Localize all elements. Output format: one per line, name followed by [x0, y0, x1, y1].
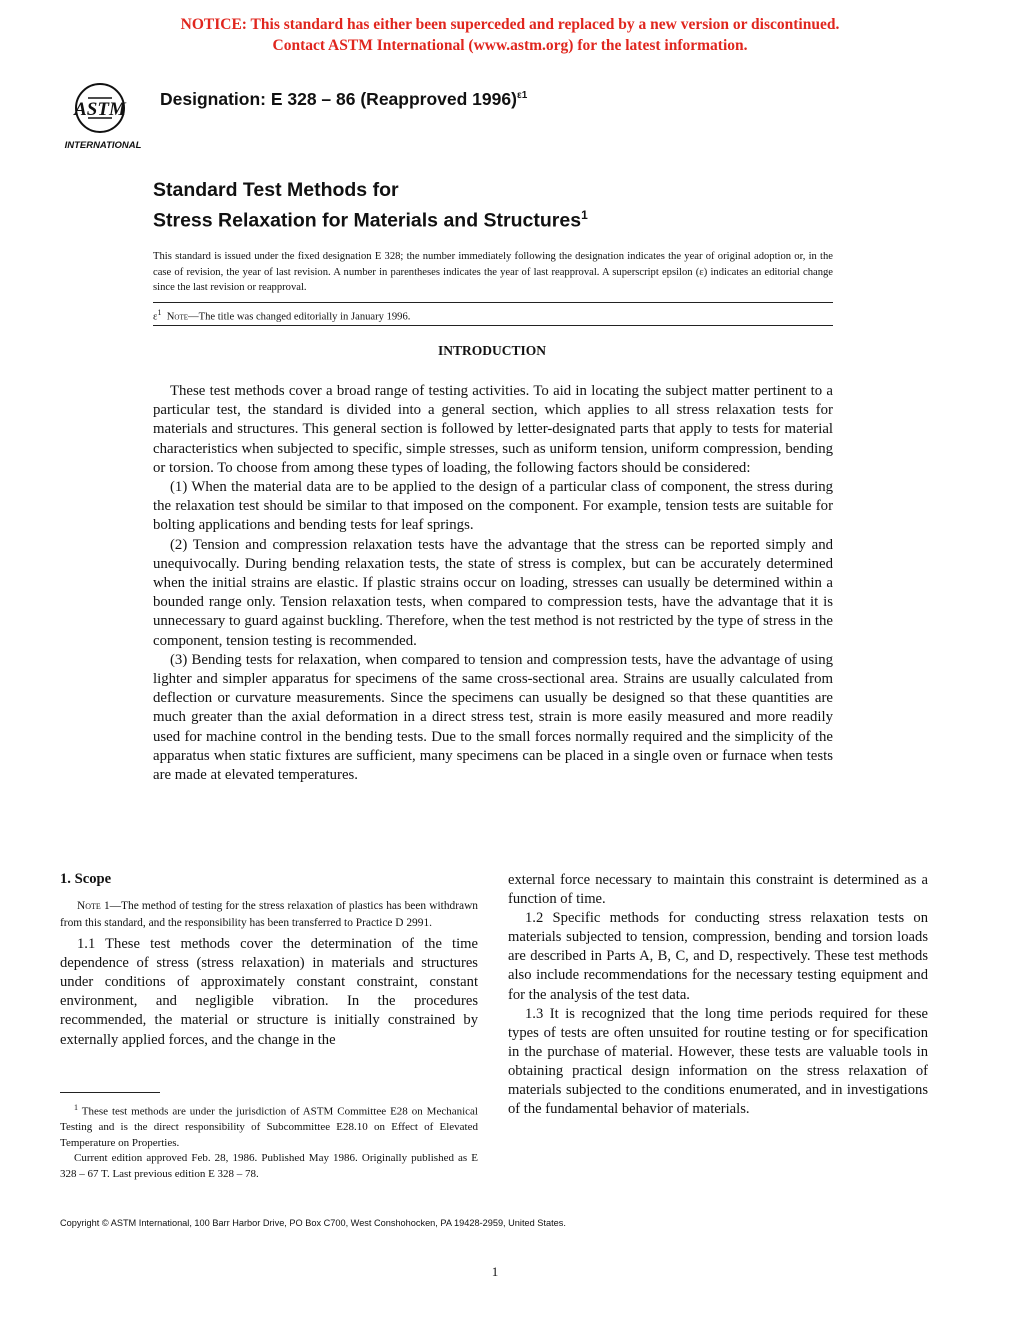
scope-paragraph-1-2: 1.2 Specific methods for conducting stress relaxation tests on materials subjected to tension, compression, bending and torsion loads are described in Parts A, B, C, and D, respectively. These test methods also include recommendations for the necessary testing equipment and for the analysis of the test data.: [508, 910, 928, 1003]
scope-note-1: Note 1—The method of testing for the stress relaxation of plastics has been withdrawn from this standard, and the responsibility has been transferred to Practice D 2991.: [60, 900, 478, 929]
issuance-statement: This standard is issued under the fixed designation E 328; the number immediately following the designation indicates the year of original adoption or, in the case of revision, the year of last revision. A number in parentheses indicates the year of last reapproval. A superscript epsilon (ε) indicates an editorial change since the last revision or reapproval.: [153, 251, 833, 293]
footnote-rule: [60, 1092, 160, 1093]
notice-line-1: NOTICE: This standard has either been superceded and replaced by a new version or discontinued.: [180, 16, 840, 33]
scope-left-column: [60, 870, 478, 1050]
document-title: [153, 178, 588, 234]
page-number: 1: [491, 1264, 499, 1279]
introduction-body: [153, 382, 833, 785]
scope-paragraph-1-1-continued: external force necessary to maintain this constraint is determined as a function of time.: [508, 872, 928, 908]
intro-paragraph: These test methods cover a broad range of testing activities. To aid in locating the subject matter pertinent to a particular test, the standard is divided into a general section, which applies to all stress relaxation tests for materials and structures. This general section is followed by letter-designated parts that apply to tests for material characteristics when subjected to specific, simple stresses, such as uniform tension, uniform compression, bending or torsion. To choose from among these types of loading, the following factors should be considered:: [153, 383, 833, 476]
copyright-line: Copyright © ASTM International, 100 Barr Harbor Drive, PO Box C700, West Conshohocken, PA 19428-2959, United States.: [60, 1218, 566, 1228]
intro-paragraph: (1) When the material data are to be applied to the design of a particular class of component, the stress during the relaxation test should be similar to that imposed on the component. For example, tension tests are suitable for bolting applications and bending tests for leaf springs.: [153, 479, 833, 534]
astm-logo: [60, 78, 146, 152]
title-line-1: Standard Test Methods for: [153, 179, 399, 201]
superseded-notice: [0, 14, 1020, 56]
divider-top: [153, 302, 833, 303]
designation-epsilon: ε1: [516, 90, 528, 102]
designation: [160, 89, 527, 110]
scope-heading: 1. Scope: [60, 871, 112, 887]
astm-logo-text: ASTM: [74, 99, 126, 120]
scope-paragraph-1-1: 1.1 These test methods cover the determination of the time dependence of stress (stress relaxation) in materials and structures under conditions of approximately constant constraint, constant environment, and negligible vibration. In the procedures recommended, the material or structure is initially constrained by externally applied forces, and the change in the: [60, 936, 478, 1048]
designation-text: Designation: E 328 – 86 (Reapproved 1996): [160, 89, 517, 109]
footnotes: [60, 1100, 478, 1182]
intro-paragraph: (3) Bending tests for relaxation, when compared to tension and compression tests, have the advantage of using lighter and simpler apparatus for specimens of the same cross-sectional area. Strains are usually calculated from deflection or curvature measurements. Since the specimens can usually be designed so that these quantities are much greater than the axial deformation in a direct stress test, strain is more easily measured and more readily used for machine control in the bending tests. Due to the small forces normally required and the simplicity of the apparatus when static fixtures are sufficient, many specimens can be placed in a single oven or furnace when tests are made at elevated temperatures.: [153, 651, 833, 784]
scope-paragraph-1-3: 1.3 It is recognized that the long time periods required for these types of tests are often unsuited for routine testing or for specification in the purchase of material. However, these tests are valuable tools in obtaining practical design information on the stress relaxation of materials subjected to the conditions enumerated, and in investigations of the fundamental behavior of materials.: [508, 1005, 928, 1118]
title-footnote-ref: 1: [581, 208, 588, 222]
astm-logo-subtext: INTERNATIONAL: [64, 140, 142, 151]
footnote-1: $^1$ These test methods are under the jurisdiction of ASTM Committee E28 on Mechanical Testing and is the direct responsibility of Subcommittee E28.10 on Effect of Elevated Temperature on Properties.: [60, 1103, 478, 1149]
footnote-2: Current edition approved Feb. 28, 1986. Published May 1986. Originally published as E 328 – 67 T. Last previous edition E 328 – 78.: [60, 1152, 478, 1180]
introduction-heading: INTRODUCTION: [437, 343, 546, 358]
scope-right-column: [508, 871, 928, 1119]
intro-paragraph: (2) Tension and compression relaxation tests have the advantage that the stress can be reported simply and unequivocally. During bending relaxation tests, the state of stress is complex, but can be accurately determined when the initial strains are elastic. If plastic strains occur on loading, stresses can usually be determined within a bounded range only. Tension relaxation tests, when compared to compression tests, have the advantage that it is unnecessary to guard against buckling. Therefore, when the test method is not restricted by the type of stress in the component, tension testing is recommended.: [153, 536, 833, 649]
editorial-note: $\varepsilon^1$ Note—The title was changed editorially in January 1996.: [153, 308, 411, 323]
title-line-2: Stress Relaxation for Materials and Structures$^1$: [153, 208, 588, 232]
divider-bottom: [153, 325, 833, 326]
notice-line-2: Contact ASTM International (www.astm.org) for the latest information.: [272, 37, 748, 54]
